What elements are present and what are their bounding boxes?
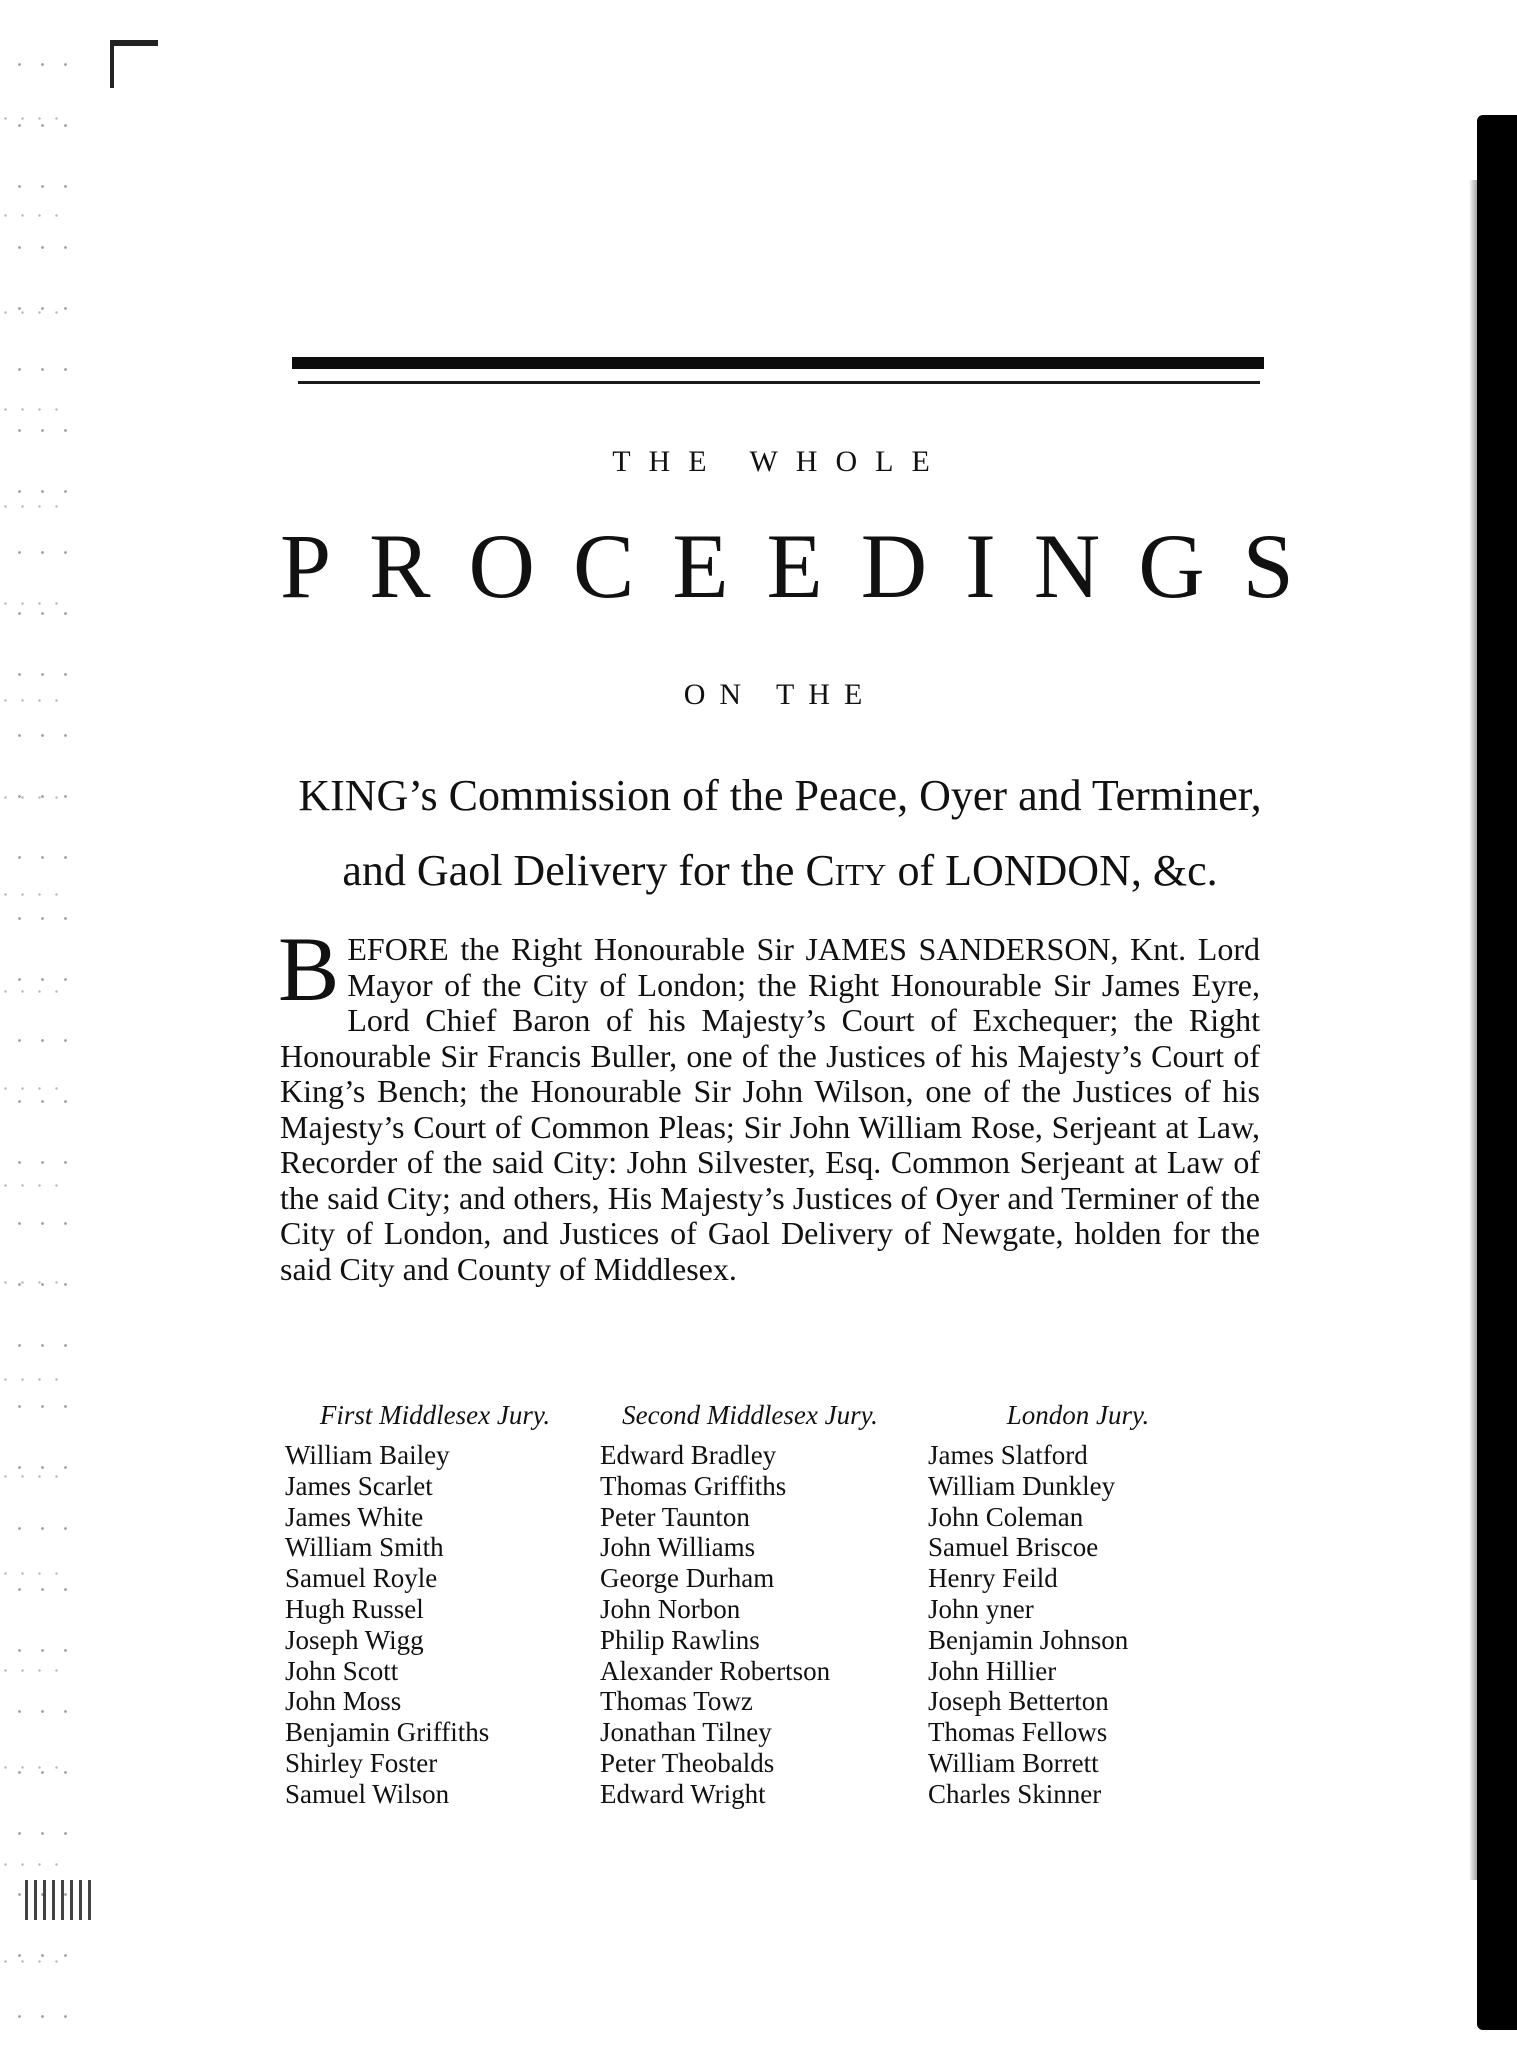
binding-shadow — [1477, 115, 1517, 2030]
binding-gradient — [1469, 180, 1477, 1880]
preamble-text: EFORE the Right Honourable Sir JAMES SANDERSON, Knt. Lord Mayor of the City of London; the Right Honourable Sir James Eyre, Lord Chief Baron of his Majesty’s Court of Exchequer; the Right Honourable Sir Francis Buller, one of the Justices of his Majesty’s Court of King’s Bench; the Honourable Sir John Wilson, one of the Justices of his Majesty’s Court of Common Pleas; Sir John William Rose, Serjeant at Law, Recorder of the said City: John Silvester, Esq. Common Serjeant at Law of the said City; and others, His Majesty’s Justices of Oyer and Terminer of the City of London, and Justices of Gaol Delivery of Newgate, holden for the said City and County of Middlesex. — [280, 931, 1260, 1287]
scan-corner-mark — [110, 40, 158, 88]
jury-london — [928, 1400, 1228, 1810]
jury-title: First Middlesex Jury. — [319, 1400, 551, 1430]
jury-member: Thomas Towz — [600, 1686, 753, 1717]
jury-member: John Moss — [285, 1686, 402, 1717]
jury-member: James Slatford — [928, 1440, 1088, 1470]
jury-member: George Durham — [600, 1563, 775, 1594]
jury-member: Peter Taunton — [600, 1501, 750, 1532]
jury-second-middlesex — [600, 1400, 900, 1810]
jury-member: Samuel Royle — [285, 1563, 438, 1594]
jury-member: Joseph Betterton — [928, 1686, 1109, 1717]
drop-cap: B — [278, 918, 340, 1020]
jury-member: Benjamin Johnson — [928, 1624, 1129, 1655]
jury-member: Philip Rawlins — [600, 1624, 760, 1655]
jury-member: John Williams — [600, 1532, 756, 1563]
jury-member: Hugh Russel — [285, 1593, 424, 1624]
jury-member-list — [600, 1440, 900, 1810]
jury-member: Samuel Briscoe — [928, 1532, 1099, 1563]
commission-line-2 — [280, 845, 1280, 896]
jury-member: Peter Theobalds — [600, 1747, 775, 1778]
jury-member: John Coleman — [928, 1501, 1084, 1532]
jury-member: John Norbon — [600, 1593, 741, 1624]
jury-member: Joseph Wigg — [285, 1624, 424, 1655]
jury-member: William Smith — [285, 1532, 444, 1563]
jury-member: William Bailey — [285, 1440, 450, 1470]
jury-member: Jonathan Tilney — [600, 1717, 772, 1748]
jury-title: Second Middlesex Jury. — [622, 1400, 878, 1430]
jury-member: Benjamin Griffiths — [285, 1717, 490, 1748]
page-title: PROCEEDINGS — [280, 515, 1332, 617]
jury-member: Edward Wright — [600, 1778, 766, 1809]
jury-member: John yner — [928, 1593, 1034, 1624]
jury-member: William Dunkley — [928, 1470, 1116, 1501]
commission-line-2-end: of LONDON, &c. — [886, 846, 1218, 895]
jury-member: Shirley Foster — [285, 1747, 438, 1778]
commission-line-2-start: and Gaol Delivery for the — [342, 846, 806, 895]
scan-edge-specks — [0, 30, 70, 2030]
preamble-paragraph — [278, 918, 1260, 1287]
jury-title: London Jury. — [1006, 1400, 1150, 1430]
subtitle-the-whole: THE WHOLE — [612, 445, 948, 478]
jury-member: Charles Skinner — [928, 1778, 1102, 1809]
jury-member: Henry Feild — [928, 1563, 1058, 1594]
jury-member: Thomas Griffiths — [600, 1470, 787, 1501]
jury-member: Thomas Fellows — [928, 1717, 1108, 1748]
jury-member: James Scarlet — [285, 1470, 433, 1501]
jury-member: Edward Bradley — [600, 1440, 777, 1470]
jury-member-list — [285, 1440, 585, 1810]
jury-member: John Hillier — [928, 1655, 1057, 1686]
jury-first-middlesex — [285, 1400, 585, 1810]
commission-line-2-city: City — [805, 846, 887, 895]
head-rule-thin — [298, 381, 1260, 384]
subtitle-on-the: ON THE — [683, 678, 877, 711]
jury-member: Alexander Robertson — [600, 1655, 831, 1686]
jury-member-list — [928, 1440, 1228, 1810]
jury-member: James White — [285, 1501, 424, 1532]
head-rule-thick — [292, 357, 1264, 369]
jury-member: John Scott — [285, 1655, 399, 1686]
scan-bottom-mark — [25, 1880, 95, 1920]
commission-line-1: KING’s Commission of the Peace, Oyer and Terminer, — [298, 771, 1262, 820]
jury-member: William Borrett — [928, 1747, 1099, 1778]
jury-member: Samuel Wilson — [285, 1778, 450, 1809]
